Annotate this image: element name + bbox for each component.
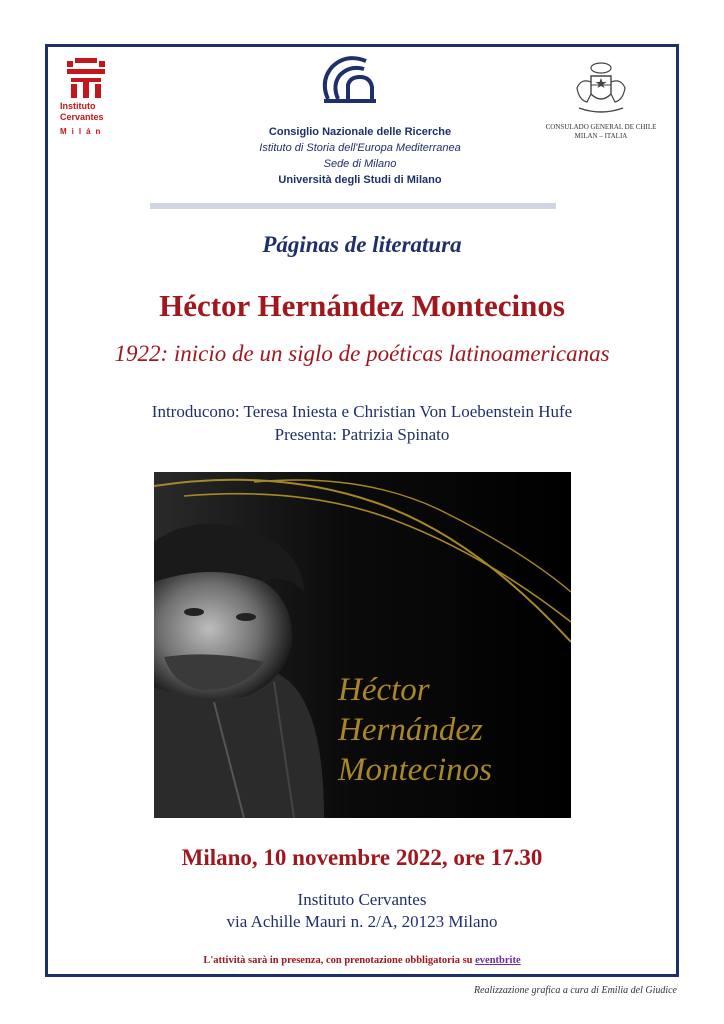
institution-cnr: Consiglio Nazionale delle Ricerche [268,126,452,138]
cervantes-name-line1: Instituto [60,101,96,111]
header-divider [150,203,556,209]
institutions-block [160,124,560,188]
venue-name: Instituto Cervantes [297,890,427,909]
eventbrite-link[interactable]: eventbrite [475,955,521,966]
author-name: Héctor Hernández Montecinos [159,288,565,323]
presenter: Presenta: Patrizia Spinato [274,425,450,444]
venue-address: via Achille Mauri n. 2/A, 20123 Milano [226,912,498,931]
event-date: Milano, 10 novembre 2022, ore 17.30 [181,845,543,870]
introducers: Introducono: Teresa Iniesta e Christian Von Loebenstein Hufe [151,402,573,421]
photo-caption-line1: Héctor [338,672,430,708]
talk-subtitle: 1922: inicio de un siglo de poéticas latinoamericanas [114,341,610,366]
cervantes-name-line2: Cervantes [60,112,104,122]
photo-caption-line3: Montecinos [338,752,492,788]
cervantes-icon [65,58,107,98]
series-title: Páginas de literatura [262,232,462,257]
institution-university: Università degli Studi di Milano [278,174,442,186]
cervantes-city: Milán [60,127,106,136]
speakers-block [45,400,679,446]
chile-coat-of-arms-icon [569,60,633,116]
institution-isem: Istituto di Storia dell'Europa Mediterranea [259,142,461,154]
cnr-logo-icon [318,55,382,107]
instituto-cervantes-logo [60,58,120,137]
venue-block [45,889,679,933]
booking-note [45,955,679,966]
institution-seat: Sede di Milano [323,158,397,170]
chile-consulate-logo [540,60,662,141]
chile-consulate-name: CONSULADO GENERAL DE CHILE [545,123,657,131]
author-portrait [154,472,571,818]
photo-caption-line2: Hernández [338,712,483,748]
booking-note-text: L'attività sarà in presenza, con prenotazione obbligatoria su [203,955,473,966]
chile-consulate-city: MILAN – ITALIA [574,132,628,140]
graphic-credit: Realizzazione grafica a cura di Emilia del Giudice [473,985,677,996]
